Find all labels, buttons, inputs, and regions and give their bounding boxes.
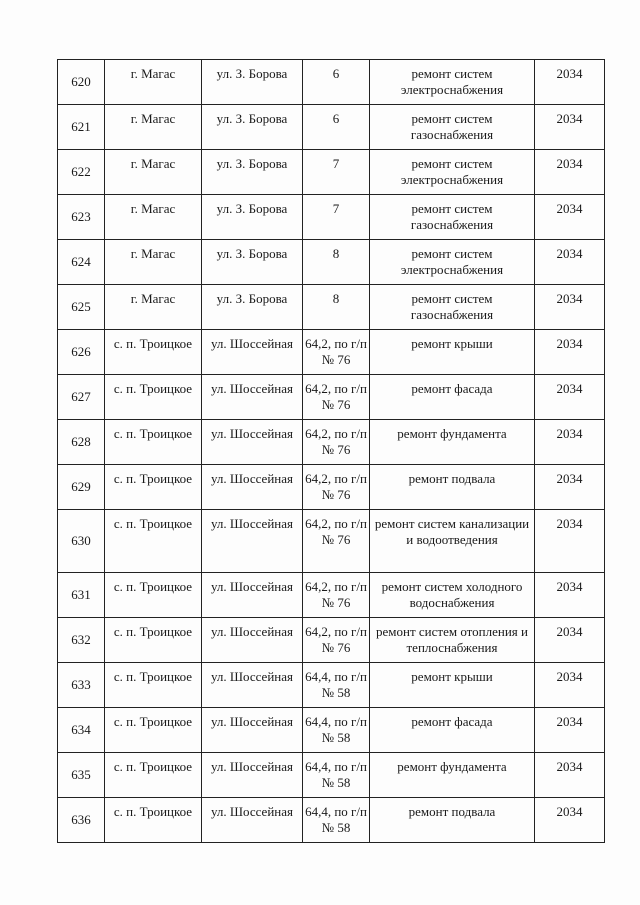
house-number-cell: 64,4, по г/п № 58: [303, 708, 370, 753]
row-number-cell: 624: [58, 240, 105, 285]
settlement-cell: с. п. Троицкое: [105, 375, 202, 420]
work-type-cell: ремонт крыши: [370, 330, 535, 375]
year-cell: 2034: [535, 708, 605, 753]
settlement-cell: с. п. Троицкое: [105, 465, 202, 510]
year-cell: 2034: [535, 240, 605, 285]
year-cell: 2034: [535, 60, 605, 105]
settlement-cell: с. п. Троицкое: [105, 330, 202, 375]
table-row: [58, 105, 605, 150]
repair-schedule-table: [57, 59, 605, 843]
row-number-cell: 628: [58, 420, 105, 465]
row-number-cell: 623: [58, 195, 105, 240]
table-row: [58, 285, 605, 330]
table-row: [58, 510, 605, 573]
year-cell: 2034: [535, 465, 605, 510]
work-type-cell: ремонт фундамента: [370, 420, 535, 465]
house-number-cell: 64,4, по г/п № 58: [303, 798, 370, 843]
row-number-cell: 621: [58, 105, 105, 150]
house-number-cell: 64,2, по г/п № 76: [303, 573, 370, 618]
settlement-cell: г. Магас: [105, 285, 202, 330]
house-number-cell: 8: [303, 240, 370, 285]
house-number-cell: 64,2, по г/п № 76: [303, 330, 370, 375]
settlement-cell: с. п. Троицкое: [105, 420, 202, 465]
table-row: [58, 60, 605, 105]
street-cell: ул. Шоссейная: [202, 708, 303, 753]
year-cell: 2034: [535, 330, 605, 375]
work-type-cell: ремонт крыши: [370, 663, 535, 708]
table-row: [58, 240, 605, 285]
row-number-cell: 630: [58, 510, 105, 573]
street-cell: ул. З. Борова: [202, 60, 303, 105]
street-cell: ул. З. Борова: [202, 240, 303, 285]
year-cell: 2034: [535, 150, 605, 195]
house-number-cell: 64,2, по г/п № 76: [303, 420, 370, 465]
table-row: [58, 465, 605, 510]
work-type-cell: ремонт фундамента: [370, 753, 535, 798]
table-row: [58, 420, 605, 465]
table-row: [58, 195, 605, 240]
table-row: [58, 618, 605, 663]
settlement-cell: г. Магас: [105, 60, 202, 105]
settlement-cell: г. Магас: [105, 150, 202, 195]
house-number-cell: 7: [303, 150, 370, 195]
street-cell: ул. З. Борова: [202, 150, 303, 195]
table-row: [58, 663, 605, 708]
row-number-cell: 631: [58, 573, 105, 618]
house-number-cell: 64,2, по г/п № 76: [303, 465, 370, 510]
year-cell: 2034: [535, 573, 605, 618]
row-number-cell: 633: [58, 663, 105, 708]
house-number-cell: 64,2, по г/п № 76: [303, 618, 370, 663]
work-type-cell: ремонт систем газоснабжения: [370, 105, 535, 150]
year-cell: 2034: [535, 663, 605, 708]
table-row: [58, 330, 605, 375]
settlement-cell: с. п. Троицкое: [105, 510, 202, 573]
settlement-cell: г. Магас: [105, 195, 202, 240]
year-cell: 2034: [535, 798, 605, 843]
table-row: [58, 753, 605, 798]
work-type-cell: ремонт систем канализации и водоотведения: [370, 510, 535, 573]
row-number-cell: 622: [58, 150, 105, 195]
year-cell: 2034: [535, 618, 605, 663]
settlement-cell: г. Магас: [105, 240, 202, 285]
row-number-cell: 634: [58, 708, 105, 753]
work-type-cell: ремонт систем газоснабжения: [370, 285, 535, 330]
street-cell: ул. Шоссейная: [202, 798, 303, 843]
street-cell: ул. Шоссейная: [202, 510, 303, 573]
house-number-cell: 7: [303, 195, 370, 240]
settlement-cell: с. п. Троицкое: [105, 618, 202, 663]
settlement-cell: с. п. Троицкое: [105, 798, 202, 843]
work-type-cell: ремонт фасада: [370, 375, 535, 420]
house-number-cell: 6: [303, 105, 370, 150]
year-cell: 2034: [535, 375, 605, 420]
year-cell: 2034: [535, 285, 605, 330]
work-type-cell: ремонт систем холодного водоснабжения: [370, 573, 535, 618]
row-number-cell: 636: [58, 798, 105, 843]
row-number-cell: 635: [58, 753, 105, 798]
street-cell: ул. Шоссейная: [202, 663, 303, 708]
street-cell: ул. Шоссейная: [202, 420, 303, 465]
table-body: [58, 60, 605, 843]
street-cell: ул. Шоссейная: [202, 375, 303, 420]
table-row: [58, 573, 605, 618]
row-number-cell: 626: [58, 330, 105, 375]
row-number-cell: 632: [58, 618, 105, 663]
settlement-cell: с. п. Троицкое: [105, 753, 202, 798]
table-row: [58, 375, 605, 420]
street-cell: ул. З. Борова: [202, 285, 303, 330]
year-cell: 2034: [535, 420, 605, 465]
year-cell: 2034: [535, 510, 605, 573]
settlement-cell: г. Магас: [105, 105, 202, 150]
work-type-cell: ремонт подвала: [370, 798, 535, 843]
settlement-cell: с. п. Троицкое: [105, 573, 202, 618]
street-cell: ул. Шоссейная: [202, 753, 303, 798]
street-cell: ул. З. Борова: [202, 195, 303, 240]
house-number-cell: 64,2, по г/п № 76: [303, 375, 370, 420]
work-type-cell: ремонт фасада: [370, 708, 535, 753]
work-type-cell: ремонт систем электроснабжения: [370, 60, 535, 105]
row-number-cell: 627: [58, 375, 105, 420]
house-number-cell: 64,4, по г/п № 58: [303, 753, 370, 798]
year-cell: 2034: [535, 753, 605, 798]
year-cell: 2034: [535, 195, 605, 240]
street-cell: ул. З. Борова: [202, 105, 303, 150]
work-type-cell: ремонт систем электроснабжения: [370, 150, 535, 195]
settlement-cell: с. п. Троицкое: [105, 663, 202, 708]
work-type-cell: ремонт систем отопления и теплоснабжения: [370, 618, 535, 663]
house-number-cell: 64,4, по г/п № 58: [303, 663, 370, 708]
street-cell: ул. Шоссейная: [202, 618, 303, 663]
row-number-cell: 620: [58, 60, 105, 105]
work-type-cell: ремонт систем электроснабжения: [370, 240, 535, 285]
house-number-cell: 6: [303, 60, 370, 105]
work-type-cell: ремонт подвала: [370, 465, 535, 510]
settlement-cell: с. п. Троицкое: [105, 708, 202, 753]
house-number-cell: 8: [303, 285, 370, 330]
table-row: [58, 708, 605, 753]
house-number-cell: 64,2, по г/п № 76: [303, 510, 370, 573]
street-cell: ул. Шоссейная: [202, 573, 303, 618]
table-row: [58, 150, 605, 195]
work-type-cell: ремонт систем газоснабжения: [370, 195, 535, 240]
row-number-cell: 625: [58, 285, 105, 330]
table-row: [58, 798, 605, 843]
street-cell: ул. Шоссейная: [202, 465, 303, 510]
year-cell: 2034: [535, 105, 605, 150]
street-cell: ул. Шоссейная: [202, 330, 303, 375]
row-number-cell: 629: [58, 465, 105, 510]
